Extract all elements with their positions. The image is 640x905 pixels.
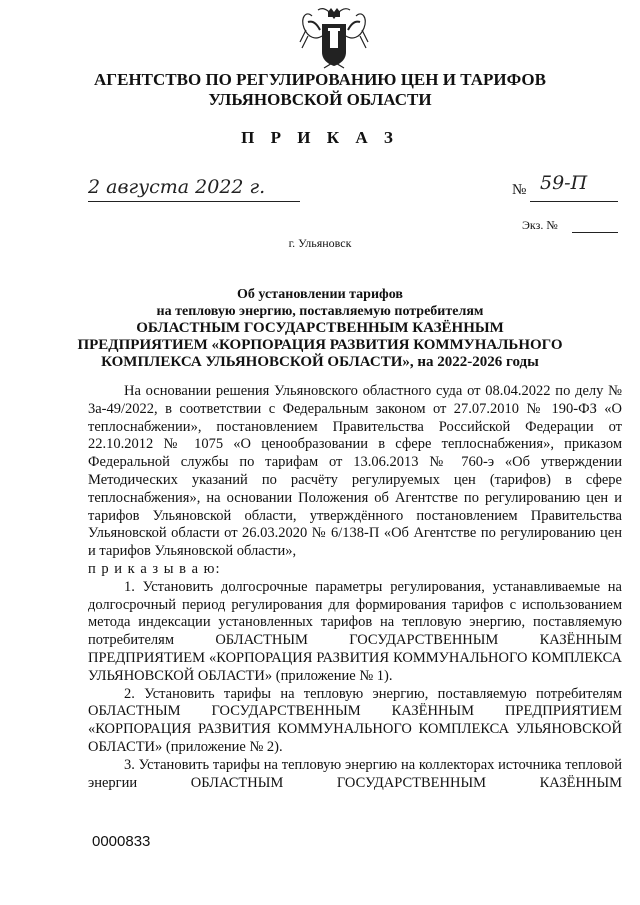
number-underline: [530, 201, 618, 202]
item-3-paragraph: 3. Установить тарифы на тепловую энергию на коллекторах источника тепловой энергии ОБЛАСТНЫМ ГОСУДАРСТВЕННЫМ КАЗЁННЫМ: [88, 756, 622, 791]
agency-name-line2: УЛЬЯНОВСКОЙ ОБЛАСТИ: [208, 90, 432, 109]
copy-number-blank: [572, 232, 618, 233]
document-code: 0000833: [92, 833, 151, 850]
order-number: 59-П: [540, 172, 588, 194]
order-body: [88, 383, 622, 792]
coat-of-arms-icon: [298, 6, 370, 74]
subject-line2: на тепловую энергию, поставляемую потребителям: [156, 304, 484, 319]
preamble-paragraph: На основании решения Ульяновского областного суда от 08.04.2022 по делу № 3а-49/2022, в соответствии с Федеральным законом от 27.07.2010 № 190-ФЗ «О теплоснабжении», постановлением Правительства Российской Федерации от 22.10.2012 № 1075 «О ценообразовании в сфере теплоснабжения», приказом Федеральной службы по тарифам от 13.06.2013 № 760-э «Об утверждении Методических указаний по расчёту регулируемых цен (тарифов) в сфере теплоснабжения», на основании Положения об Агентстве по регулированию цен и тарифов Ульяновской области, утверждённого постановлением Правительства Ульяновской области от 26.03.2020 № 6/138-П «Об Агентстве по регулированию цен и тарифов Ульяновской области»,: [88, 383, 622, 560]
order-word: п р и к а з ы в а ю:: [88, 560, 221, 577]
subject-line5: КОМПЛЕКСА УЛЬЯНОВСКОЙ ОБЛАСТИ», на 2022-2026 годы: [101, 354, 539, 370]
item-1-paragraph: 1. Установить долгосрочные параметры регулирования, устанавливаемые на долгосрочный период регулирования для формирования тарифов с использованием метода индексации установленных тарифов на тепловую энергию, поставляемую потребителям ОБЛАСТНЫМ ГОСУДАРСТВЕННЫМ КАЗЁННЫМ ПРЕДПРИЯТИЕМ «КОРПОРАЦИЯ РАЗВИТИЯ КОММУНАЛЬНОГО КОМПЛЕКСА УЛЬЯНОВСКОЙ ОБЛАСТИ» (приложение № 1).: [88, 578, 622, 684]
item-2-paragraph: 2. Установить тарифы на тепловую энергию, поставляемую потребителям ОБЛАСТНЫМ ГОСУДАРСТВЕННЫМ КАЗЁННЫМ ПРЕДПРИЯТИЕМ «КОРПОРАЦИЯ РАЗВИТИЯ КОММУНАЛЬНОГО КОМПЛЕКСА УЛЬЯНОВСКОЙ ОБЛАСТИ» (приложение № 2).: [88, 685, 622, 755]
order-title: П Р И К А З: [241, 128, 399, 147]
subject-line3: ОБЛАСТНЫМ ГОСУДАРСТВЕННЫМ КАЗЁННЫМ: [136, 320, 504, 336]
agency-name-line1: АГЕНТСТВО ПО РЕГУЛИРОВАНИЮ ЦЕН И ТАРИФОВ: [94, 70, 546, 89]
subject-line1: Об установлении тарифов: [237, 287, 403, 302]
date-underline: [88, 201, 300, 202]
order-date: 2 августа 2022 г.: [88, 176, 266, 198]
copy-number-label: Экз. №: [522, 218, 558, 232]
number-sign: №: [512, 182, 527, 198]
subject-line4: ПРЕДПРИЯТИЕМ «КОРПОРАЦИЯ РАЗВИТИЯ КОММУНАЛЬНОГО: [77, 337, 563, 353]
city: г. Ульяновск: [288, 236, 352, 250]
